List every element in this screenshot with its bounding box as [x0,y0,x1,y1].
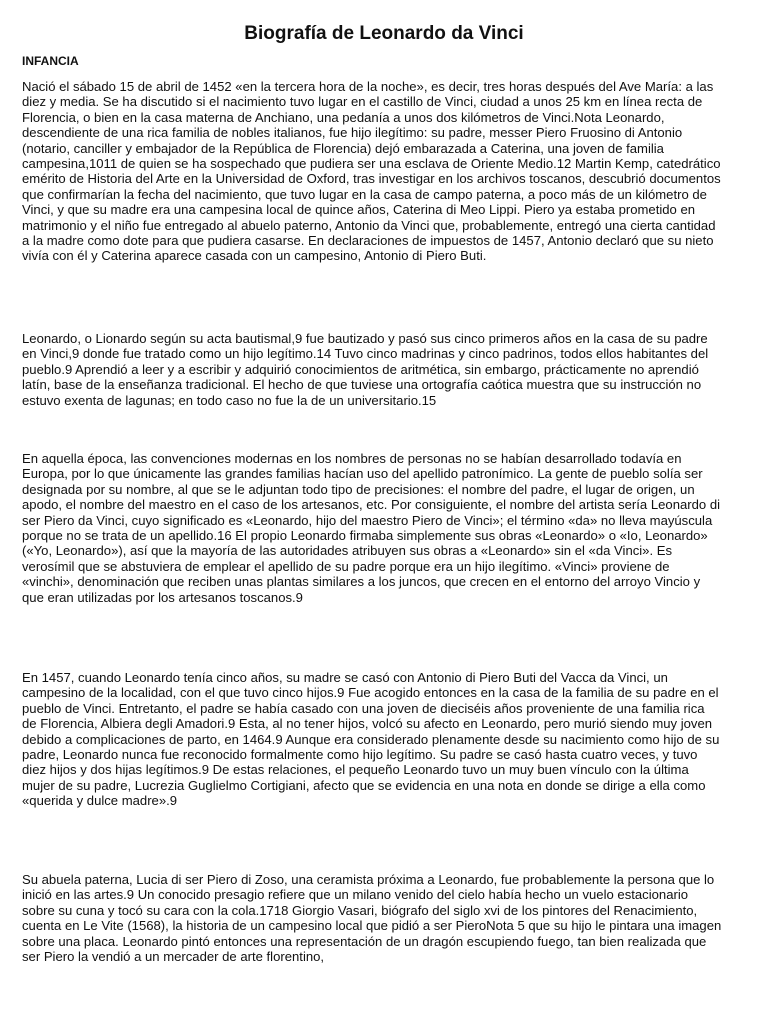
paragraph-grandmother: Su abuela paterna, Lucia di ser Piero di Zoso, una ceramista próxima a Leonardo, fue probablemente la persona que lo inició en las artes.9 Un conocido presagio refiere que un milano venido del cielo había hecho un vuelo estacionario sobre su cuna y tocó su cara con la cola.1718 Giorgio Vasari, biógrafo del siglo xvi de los pintores del Renacimiento, cuenta en Le Vite (1568), la historia de un campesino local que pidió a ser PieroNota 5 que su hijo le pintara una imagen sobre una placa. Leonardo pintó entonces una representación de un dragón escupiendo fuego, tan bien realizada que ser Piero la vendió a un mercader de arte florentino, [22,872,722,965]
paragraph-birth: Nació el sábado 15 de abril de 1452 «en la tercera hora de la noche», es decir, tres horas después del Ave María: a las diez y media. Se ha discutido si el nacimiento tuvo lugar en el castillo de Vinci, ciudad a unos 25 km en línea recta de Florencia, o bien en la casa materna de Anchiano, una pedanía a unos dos kilómetros de Vinci.Nota Leonardo, descendiente de una rica familia de nobles italianos, fue hijo ilegítimo: su padre, messer Piero Fruosino di Antonio (notario, canciller y embajador de la República de Florencia) dejó embarazada a Caterina, una joven de familia campesina,1011 de quien se ha sospechado que pudiera ser una esclava de Oriente Medio.12 Martin Kemp, catedrático emérito de Historia del Arte en la Universidad de Oxford, tras investigar en los archivos toscanos, descubrió documentos que confirmarían la fecha del nacimiento, que tuvo lugar en la casa de campo paterna, a poco más de un kilómetro de Vinci, y que su madre era una campesina local de quince años, Caterina di Meo Lippi. Piero ya estaba prometido en matrimonio y el niño fue entregado al abuelo paterno, Antonio da Vinci que, probablemente, entregó una cierta cantidad a la madre como dote para que pudiera casarse. En declaraciones de impuestos de 1457, Antonio declaró que su nieto vivía con él y Caterina aparece casada con un campesino, Antonio di Piero Buti. [22,79,721,264]
page-title: Biografía de Leonardo da Vinci [244,23,524,44]
paragraph-naming: En aquella época, las convenciones modernas en los nombres de personas no se habían desarrollado todavía en Europa, por lo que únicamente las grandes familias hacían uso del apellido patronímico. La gente de pueblo solía ser designada por su nombre, al que se le adjuntan todo tipo de precisiones: el nombre del padre, el lugar de origen, un apodo, el nombre del maestro en el caso de los artesanos, etc. Por consiguiente, el nombre del artista sería Leonardo di ser Piero da Vinci, cuyo significado es «Leonardo, hijo del maestro Piero de Vinci»; el término «da» no lleva mayúscula porque no se trata de un apellido.16 El propio Leonardo firmaba simplemente sus obras «Leonardo» o «Io, Leonardo» («Yo, Leonardo»), así que la mayoría de las autoridades atribuyen sus obras a «Leonardo» sin el «da Vinci». Es verosímil que se abstuviera de emplear el apellido de su padre porque era un hijo ilegítimo. «Vinci» proviene de «vinchi», denominación que reciben unas plantas similares a los juncos, que crecen en el entorno del arroyo Vincio y que eran utilizadas por los artesanos toscanos.9 [22,451,721,605]
section-heading-infancia: INFANCIA [22,54,79,68]
paragraph-family: En 1457, cuando Leonardo tenía cinco años, su madre se casó con Antonio di Piero Buti del Vacca da Vinci, un campesino de la localidad, con el que tuvo cinco hijos.9 Fue acogido entonces en la casa de la familia de su padre en el pueblo de Vinci. Entretanto, el padre se había casado con una joven de dieciséis años proveniente de una familia rica de Florencia, Albiera degli Amadori.9 Esta, al no tener hijos, volcó su afecto en Leonardo, pero murió siendo muy joven debido a complicaciones de parto, en 1464.9 Aunque era considerado plenamente desde su nacimiento como hijo de su padre, Leonardo nunca fue reconocido formalmente como hijo legítimo. Su padre se casó hasta cuatro veces, y tuvo diez hijos y dos hijas legítimos.9 De estas relaciones, el pequeño Leonardo tuvo un muy buen vínculo con la última mujer de su padre, Lucrezia Guglielmo Cortigiani, afecto que se evidencia en una nota en donde se dirige a ella como «querida y dulce madre».9 [22,670,720,809]
paragraph-baptism: Leonardo, o Lionardo según su acta bautismal,9 fue bautizado y pasó sus cinco primeros años en la casa de su padre en Vinci,9 donde fue tratado como un hijo legítimo.14 Tuvo cinco madrinas y cinco padrinos, todos ellos habitantes del pueblo.9 Aprendió a leer y a escribir y adquirió conocimientos de aritmética, sin embargo, prácticamente no aprendió latín, base de la enseñanza tradicional. El hecho de que tuviese una ortografía caótica muestra que su instrucción no estuvo exenta de lagunas; en todo caso no fue la de un universitario.15 [22,331,709,408]
